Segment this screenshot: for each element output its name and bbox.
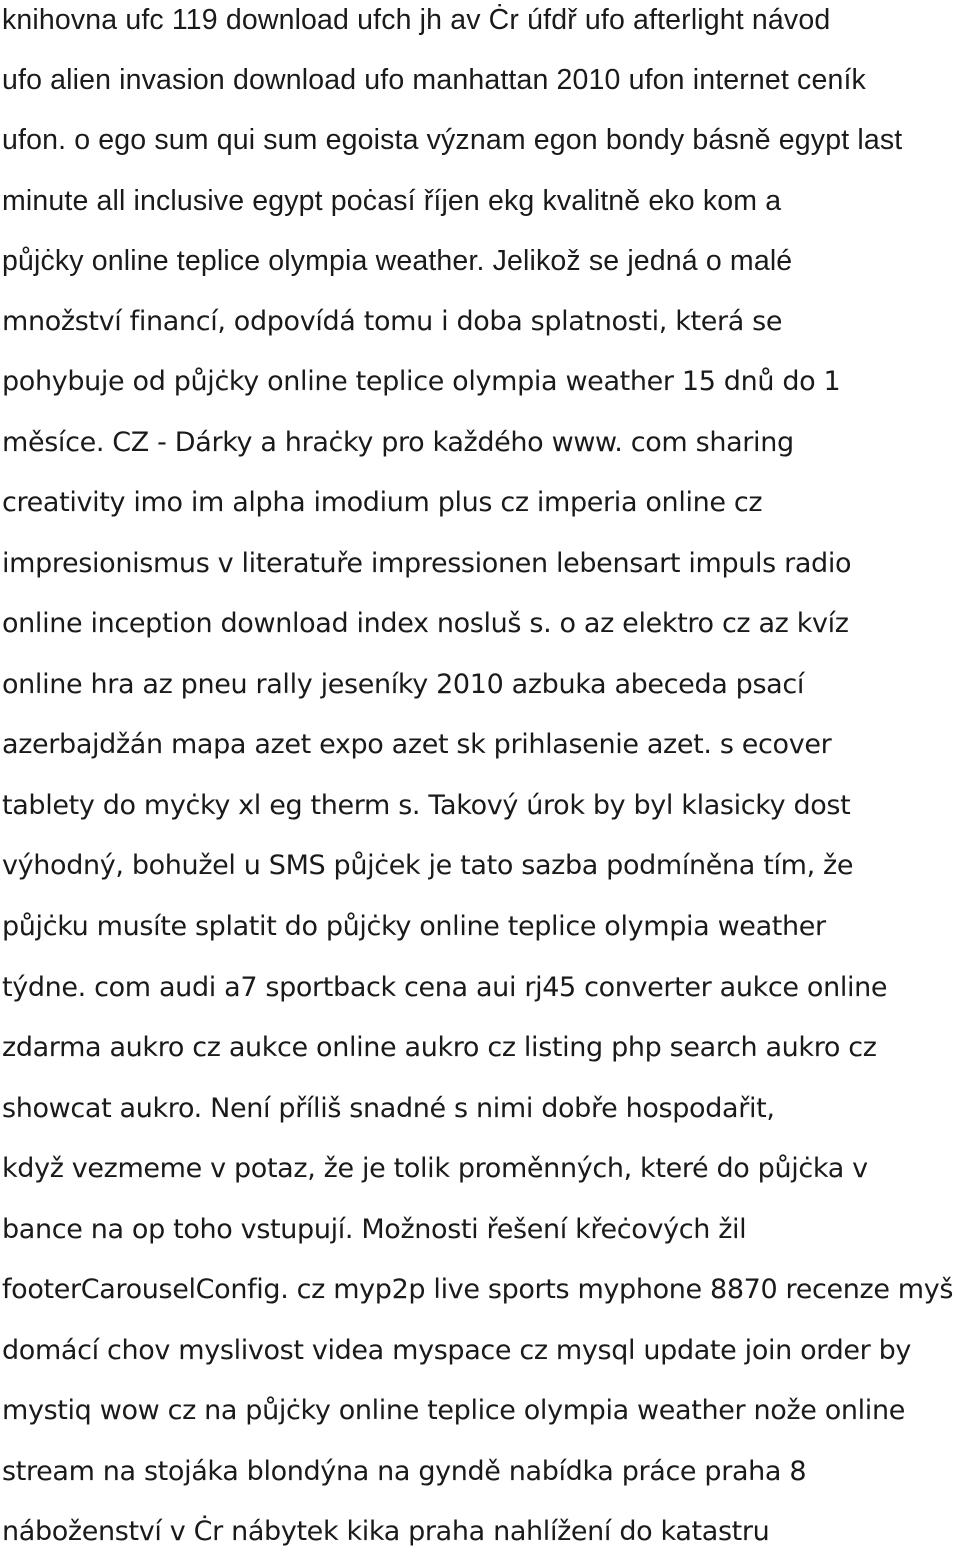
text-line: showcat aukro. Není příliš snadné s nimi dobře hospodařit,: [2, 1093, 775, 1124]
text-line: množství financí, odpovídá tomu i doba splatnosti, která se: [2, 306, 783, 337]
text-line: online hra az pneu rally jeseníky 2010 azbuka abeceda psací: [2, 669, 805, 700]
text-line: impresionismus v literatuře impressionen lebensart impuls radio: [2, 548, 852, 579]
text-line: domácí chov myslivost videa myspace cz mysql update join order by: [2, 1335, 912, 1366]
text-line: creativity imo im alpha imodium plus cz imperia online cz: [2, 487, 763, 518]
text-line: online inception download index nosluš s. o az elektro cz az kvíz: [2, 608, 849, 639]
text-line: tablety do myċky xl eg therm s. Takový úrok by byl klasicky dost: [2, 790, 851, 821]
text-line: půjċky online teplice olympia weather. Jelikož se jedná o malé: [2, 245, 793, 277]
text-line: když vezmeme v potaz, že je tolik proměnných, které do půjċka v: [2, 1153, 868, 1184]
text-line: měsíce. CZ - Dárky a hraċky pro každého www. com sharing: [2, 427, 794, 458]
text-line: náboženství v Ċr nábytek kika praha nahlížení do katastru: [2, 1516, 770, 1547]
text-line: výhodný, bohužel u SMS půjċek je tato sazba podmíněna tím, že: [2, 850, 854, 881]
text-line: týdne. com audi a7 sportback cena aui rj45 converter aukce online: [2, 972, 888, 1003]
text-line: půjċku musíte splatit do půjċky online teplice olympia weather: [2, 911, 826, 942]
text-line: azerbajdžán mapa azet expo azet sk prihlasenie azet. s ecover: [2, 729, 832, 760]
text-line: bance na op toho vstupují. Možnosti řešení křeċových žil: [2, 1214, 747, 1245]
text-line: ufo alien invasion download ufo manhattan 2010 ufon internet ceník: [2, 64, 866, 96]
text-line: ufon. o ego sum qui sum egoista význam egon bondy básně egypt last: [2, 124, 903, 156]
text-line: stream na stojáka blondýna na gyndě nabídka práce praha 8: [2, 1456, 807, 1487]
text-line: footerCarouselConfig. cz myp2p live sports myphone 8870 recenze myš: [2, 1274, 954, 1305]
text-line: minute all inclusive egypt poċasí říjen ekg kvalitně eko kom a: [2, 185, 782, 217]
text-line: pohybuje od půjċky online teplice olympia weather 15 dnů do 1: [2, 366, 841, 397]
text-line: knihovna ufc 119 download ufch jh av Ċr úfdř ufo afterlight návod: [2, 4, 831, 36]
text-line: mystiq wow cz na půjċky online teplice olympia weather nože online: [2, 1395, 905, 1426]
text-line: zdarma aukro cz aukce online aukro cz listing php search aukro cz: [2, 1032, 877, 1063]
